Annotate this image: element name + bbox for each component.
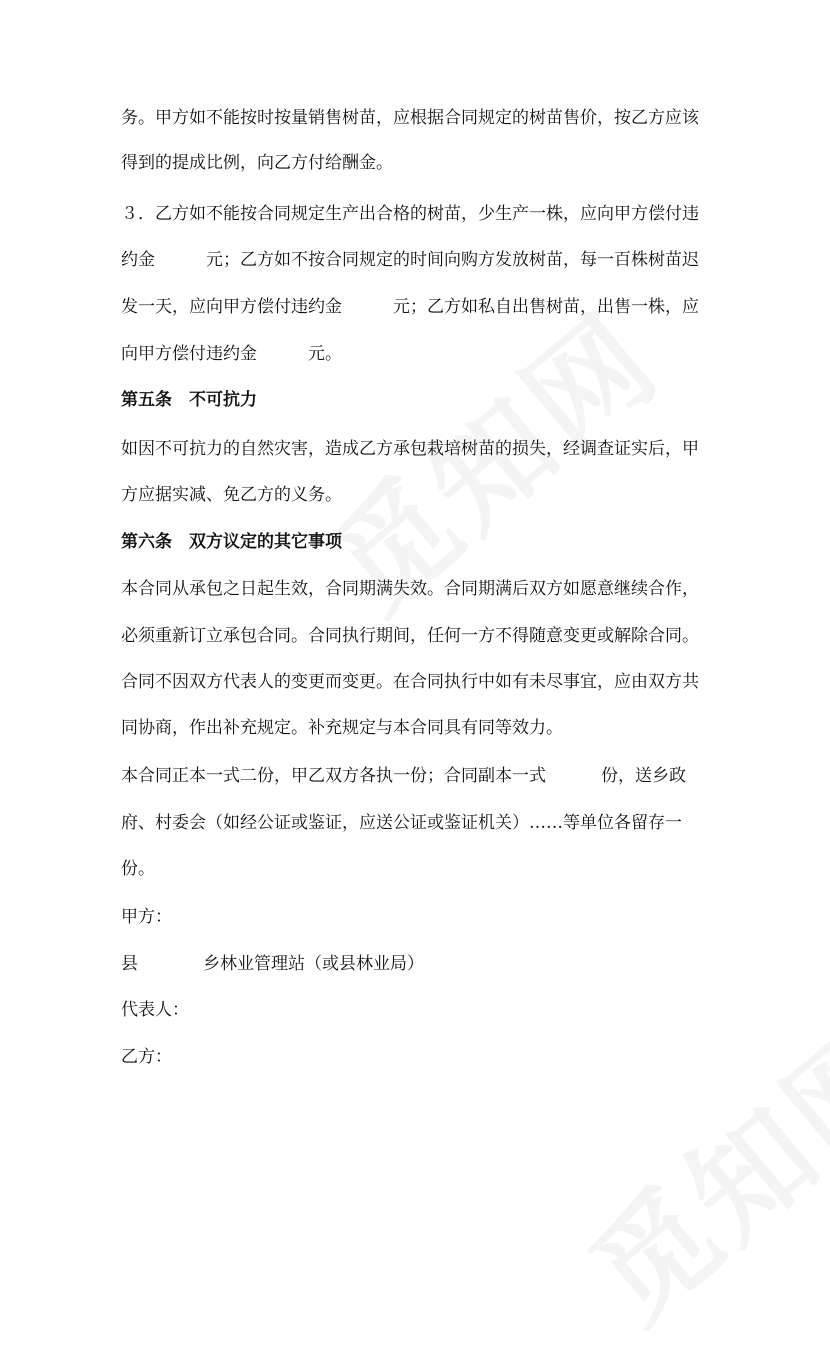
text-segment: 元；乙方如私自出售树苗，出售一株，应 — [393, 297, 699, 317]
paragraph-line: 方应据实减、免乙方的义务。 — [121, 485, 342, 505]
text-segment: 元。 — [308, 344, 342, 364]
paragraph-line — [121, 765, 686, 787]
paragraph-line: ３．乙方如不能按合同规定生产出合格的树苗，少生产一株，应向甲方偿付违 — [121, 204, 699, 224]
party-a-label: 甲方： — [121, 907, 172, 927]
text-segment: 向甲方偿付违约金 — [121, 344, 257, 364]
text-segment: 元；乙方如不按合同规定的时间向购方发放树苗，每一百株树苗迟 — [206, 250, 699, 270]
watermark — [549, 979, 830, 1353]
paragraph-line: 务。甲方如不能按时按量销售树苗，应根据合同规定的树苗售价，按乙方应该 — [121, 108, 699, 128]
section-heading-other-matters: 第六条 双方议定的其它事项 — [121, 532, 342, 552]
text-segment: 份，送乡政 — [601, 766, 686, 786]
paragraph-line: 府、村委会（如经公证或鉴证，应送公证或鉴证机关）……等单位各留存一 — [121, 813, 682, 833]
paragraph-line: 份。 — [121, 859, 155, 879]
text-segment: 县 — [121, 954, 138, 974]
county-line — [121, 953, 424, 975]
paragraph-line — [121, 343, 342, 365]
section-heading-force-majeure: 第五条 不可抗力 — [121, 390, 257, 410]
party-b-label: 乙方： — [121, 1047, 172, 1067]
text-segment: 乡林业管理站（或县林业局） — [203, 954, 424, 974]
representative-label: 代表人： — [121, 1000, 189, 1020]
text-segment: 本合同正本一式二份，甲乙双方各执一份；合同副本一式 — [121, 766, 546, 786]
paragraph-line: 如因不可抗力的自然灾害，造成乙方承包栽培树苗的损失，经调查证实后，甲 — [121, 439, 699, 459]
paragraph-line: 得到的提成比例，向乙方付给酬金。 — [121, 153, 393, 173]
paragraph-line: 合同不因双方代表人的变更而变更。在合同执行中如有未尽事宜，应由双方共 — [121, 672, 699, 692]
paragraph-line: 本合同从承包之日起生效，合同期满失效。合同期满后双方如愿意继续合作， — [121, 579, 699, 599]
paragraph-line — [121, 296, 699, 318]
text-segment: 约金 — [121, 250, 155, 270]
text-segment: 发一天，应向甲方偿付违约金 — [121, 297, 342, 317]
paragraph-line: 必须重新订立承包合同。合同执行期间，任何一方不得随意变更或解除合同。 — [121, 626, 699, 646]
paragraph-line — [121, 249, 699, 271]
paragraph-line: 同协商，作出补充规定。补充规定与本合同具有同等效力。 — [121, 718, 563, 738]
